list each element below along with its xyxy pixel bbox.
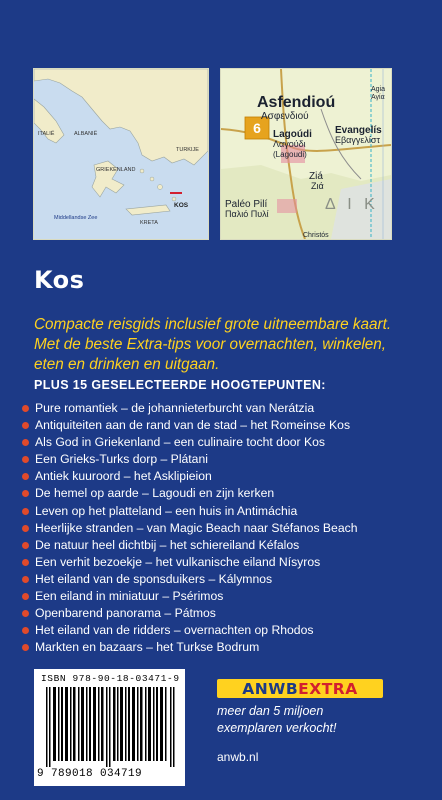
place-evangelis: Evangelís xyxy=(335,125,382,136)
place-lagoudi: Lagoúdi xyxy=(273,129,312,140)
list-item xyxy=(22,434,357,451)
bullet-icon xyxy=(22,525,29,532)
list-item-text: De natuur heel dichtbij – het schiereiland Kéfalos xyxy=(35,537,300,552)
list-item-text: Leven op het platteland – een huis in Antimáchia xyxy=(35,503,298,518)
place-christos: Christós xyxy=(303,232,329,239)
list-item-text: Een verhit bezoekje – het vulkanische eiland Nísyros xyxy=(35,554,321,569)
bullet-icon xyxy=(22,576,29,583)
map-label-italy: ITALIË xyxy=(38,131,55,137)
list-item xyxy=(22,639,357,656)
bullet-icon xyxy=(22,559,29,566)
bullet-icon xyxy=(22,542,29,549)
list-item-text: Antiek kuuroord – het Asklipieion xyxy=(35,469,212,484)
list-item-text: Het eiland van de ridders – overnachten op Rhodos xyxy=(35,623,314,638)
bullet-icon xyxy=(22,627,29,634)
list-item-text: Pure romantiek – de johannieterburcht van Nerátzia xyxy=(35,401,315,415)
place-paleo-pili-greek: Παλιό Πυλί xyxy=(225,209,269,219)
list-item xyxy=(22,417,357,434)
list-item xyxy=(22,622,357,639)
barcode-bars xyxy=(46,687,176,767)
list-item-text: Het eiland van de sponsduikers – Kálymnos xyxy=(35,571,273,586)
list-item-text: Als God in Griekenland – een culinaire tocht door Kos xyxy=(35,435,325,450)
sales-claim xyxy=(217,703,337,737)
place-lagoudi-greek: Λαγούδι xyxy=(273,139,306,149)
tagline-line: eten en drinken en uitgaan. xyxy=(34,356,220,373)
place-evangelis-greek: Εβαγγελίστ xyxy=(335,135,381,145)
map-label-albania: ALBANIË xyxy=(74,131,98,137)
bullet-icon xyxy=(22,508,29,515)
list-item-text: De hemel op aarde – Lagoudi en zijn kerken xyxy=(35,486,275,501)
bullet-icon xyxy=(22,593,29,600)
list-item xyxy=(22,503,357,520)
map-label-greece: GRIEKENLAND xyxy=(96,167,136,173)
place-asfendiou-greek: Ασφενδιού xyxy=(261,111,309,122)
bullet-icon xyxy=(22,456,29,463)
sales-claim-line: meer dan 5 miljoen xyxy=(217,704,324,718)
place-lagoudi-paren: (Lagoudi) xyxy=(273,150,307,159)
website-link: anwb.nl xyxy=(217,750,259,764)
page-title: Kos xyxy=(34,266,85,294)
list-item-text: Een eiland in miniatuur – Psérimos xyxy=(35,589,224,604)
list-item xyxy=(22,588,357,605)
place-agia: Agia xyxy=(371,86,386,93)
highlights-heading: PLUS 15 GESELECTEERDE HOOGTEPUNTEN: xyxy=(34,378,326,392)
place-asfendiou: Asfendioú xyxy=(257,94,336,111)
isbn-text: ISBN 978-90-18-03471-9 xyxy=(41,673,180,684)
detail-map xyxy=(220,68,392,240)
list-item-text: Markten en bazaars – het Turkse Bodrum xyxy=(35,640,260,655)
map-label-crete: KRETA xyxy=(140,220,158,226)
tagline xyxy=(34,315,424,375)
barcode-digits: 9 789018 034719 xyxy=(37,768,143,780)
bullet-icon xyxy=(22,405,29,412)
anwb-extra-logo xyxy=(217,679,383,698)
tagline-line: Met de beste Extra-tips voor overnachten, winkelen, xyxy=(34,336,387,353)
list-item xyxy=(22,451,357,468)
list-item xyxy=(22,605,357,622)
list-item xyxy=(22,520,357,537)
detail-map-graphic xyxy=(221,69,391,239)
highlights-list xyxy=(22,400,357,656)
route-number-badge: 6 xyxy=(253,120,261,136)
map-label-turkey: TURKIJE xyxy=(176,147,199,153)
map-label-kos: KOS xyxy=(174,202,189,209)
overview-map xyxy=(33,68,209,240)
bullet-icon xyxy=(22,490,29,497)
sales-claim-line: exemplaren verkocht! xyxy=(217,721,337,735)
place-dik: Δ Ι Κ xyxy=(325,196,379,213)
bullet-icon xyxy=(22,610,29,617)
bullet-icon xyxy=(22,422,29,429)
list-item xyxy=(22,468,357,485)
place-agia-greek: Αγία xyxy=(371,94,385,101)
bullet-icon xyxy=(22,439,29,446)
place-zia: Ziá xyxy=(309,171,323,182)
place-paleo-pili: Paléo Pilí xyxy=(225,199,268,210)
bullet-icon xyxy=(22,473,29,480)
list-item xyxy=(22,400,357,417)
brand-logo-part: ANWB xyxy=(242,679,299,698)
barcode xyxy=(34,669,185,786)
overview-map-graphic xyxy=(34,69,208,239)
list-item xyxy=(22,571,357,588)
list-item xyxy=(22,537,357,554)
place-zia-greek: Ζιά xyxy=(311,181,324,191)
list-item-text: Antiquiteiten aan de rand van de stad – het Romeinse Kos xyxy=(35,418,351,433)
map-label-sea: Middellandse Zee xyxy=(54,215,98,221)
bullet-icon xyxy=(22,644,29,651)
list-item-text: Heerlijke stranden – van Magic Beach naar Stéfanos Beach xyxy=(35,520,358,535)
list-item xyxy=(22,485,357,502)
list-item-text: Openbarend panorama – Pátmos xyxy=(35,606,216,621)
tagline-line: Compacte reisgids inclusief grote uitneembare kaart. xyxy=(34,316,392,333)
list-item-text: Een Grieks-Turks dorp – Plátani xyxy=(35,452,208,467)
list-item xyxy=(22,554,357,571)
brand-logo-accent: EXTRA xyxy=(298,679,358,698)
